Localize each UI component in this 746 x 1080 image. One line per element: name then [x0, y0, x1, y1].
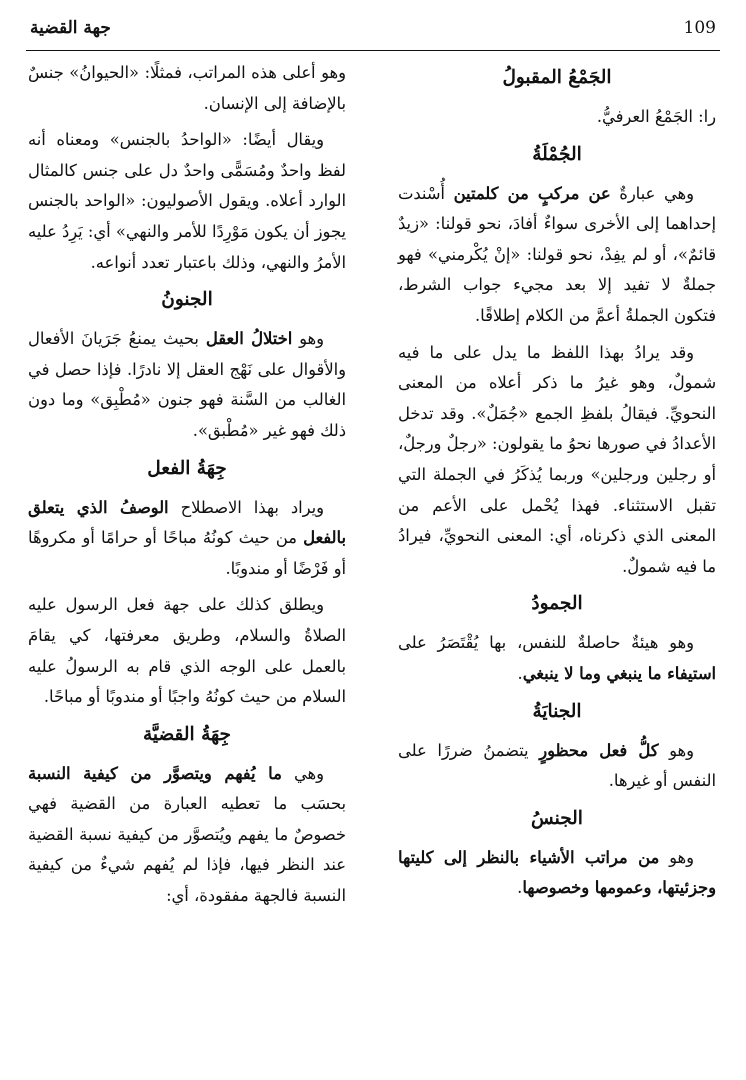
entry-title-al-jumud: الجمودُ — [531, 593, 583, 615]
entry-text: وهو أعلى هذه المراتب، فمثلًا: «الحيوانُ» جنسٌ بالإضافة إلى الإنسان. — [28, 63, 346, 113]
right-column — [398, 58, 716, 910]
entry-text: را: الجَمْعُ العرفيُّ. — [596, 107, 716, 126]
entry-text: ويقال أيضًا: «الواحدُ بالجنس» ومعناه أنه لفظ واحدٌ ومُسَمًّى واحدٌ دل على جنس كالمثال الوارد أعلاه. ويقول الأصوليون: «الواحد بالجنس يجوز أن يكون مَوْرِدًا للأمر والنهي» أي: يَرِدُ عليه الأمرُ والنهي، وذلك باعتبار تعدد أنواعه. — [28, 130, 346, 272]
entry-text: وهي عبارةٌ عن مركبٍ من كلمتين أُسْندت إحداهما إلى الأخرى سواءٌ أفادَ، نحو قولنا: «زيدٌ قائمٌ»، أو لم يفِدْ، نحو قولنا: «إنْ يُكْرمني» فهو جملةٌ لا تفيد إلا بعد مجيء جواب الشرط، فتكون الجملةُ أعمَّ من الكلام إطلاقًا. — [398, 183, 716, 325]
entry-title-al-jumla: الجُمْلَةُ — [532, 143, 582, 165]
page-number: 109 — [683, 18, 716, 38]
left-column — [28, 58, 346, 918]
entry-title-al-junun: الجنونُ — [161, 289, 213, 311]
entry-title-jihat-al-fil: جِهَةُ الفعل — [147, 457, 227, 479]
entry-text: وهو من مراتب الأشياء بالنظر إلى كليتها وجزئيتها، وعمومها وخصوصها. — [398, 847, 716, 898]
entry-text: وهو هيئةٌ حاصلةٌ للنفس، بها يُقْتَصَرُ على استيفاء ما ينبغي وما لا ينبغي. — [398, 633, 716, 683]
entry-title-jihat-al-qadiyya: جِهَةُ القضيَّة — [142, 723, 231, 745]
entry-title-al-jins: الجنسُ — [531, 807, 583, 829]
entry-text: وقد يرادُ بهذا اللفظ ما يدل على ما فيه شمولٌ، وهو غيرُ ما ذكر أعلاه من المعنى النحويِّ. فيقالُ بلفظِ الجمع «جُمَلٌ». وقد تدخل الأعدادُ في صورها نحوُ ما يقولون: «رجلٌ ورجلٌ، أو رجلين ورجلين» وربما يُذكَرُ في الجملة التي تقبل الاستثناء. فهذا يُحْمل على الأعم من المعنى الذي ذكرناه، أي: المعنى النحويِّ، فيرادُ ما فيه شمولٌ. — [398, 342, 716, 576]
entry-text: ويطلق كذلك على جهة فعل الرسول عليه الصلاةُ والسلام، وطريق معرفتها، كي يقامَ بالعمل على الوجه الذي قام به الرسولُ عليه السلام من حيث كونُهُ واجبًا أو مندوبًا أو مباحًا. — [28, 595, 346, 707]
running-head: جهة القضية — [30, 18, 111, 38]
entry-title-al-jam-al-maqbul: الجَمْعُ المقبولُ — [502, 67, 612, 88]
page-header — [26, 10, 720, 51]
entry-text: ويراد بهذا الاصطلاح الوصفُ الذي يتعلق بالفعل من حيث كونُهُ مباحًا أو حرامًا أو مكروهًا أو فَرْضًا أو مندوبًا. — [28, 497, 346, 578]
entry-title-al-jinaya: الجنايَةُ — [532, 700, 582, 722]
entry-text: وهي ما يُفهم ويتصوَّر من كيفية النسبة بحسَب ما تعطيه العبارة من القضية فهي خصوصٌ ما يفهم ويُتصوَّر من كيفية نسبة القضية عند النظر فيها، فإذا لم يُفهم شيءٌ من كيفية النسبة فالجهة مفقودة، أي: — [28, 763, 346, 906]
entry-text: وهو كلُّ فعل محظورٍ يتضمنُ ضررًا على النفس أو غيرها. — [398, 740, 716, 791]
entry-text: وهو اختلالُ العقل بحيث يمنعُ جَرَيانَ الأفعال والأقوال على نَهْج العقل إلا نادرًا. فإذا حصل في الغالب من السَّنة فهو جنون «مُطْبِق» وما دون ذلك فهو غير «مُطْبق». — [28, 329, 346, 440]
